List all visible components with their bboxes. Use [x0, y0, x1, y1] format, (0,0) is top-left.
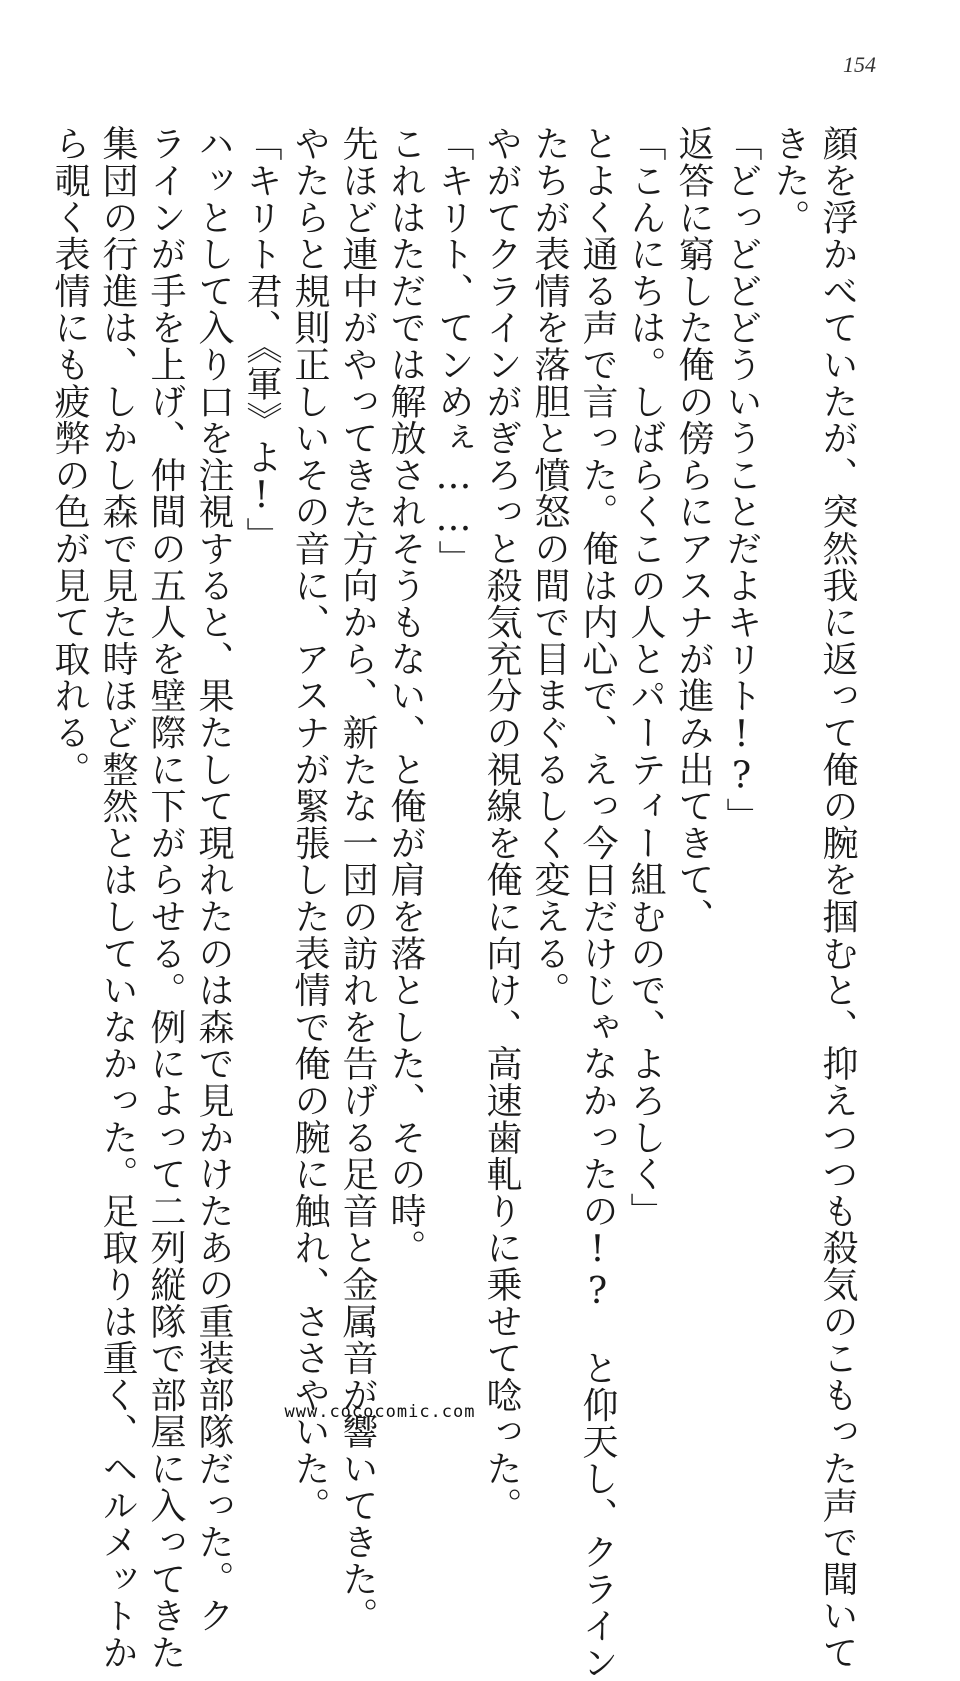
text-column: 「どっどどどういうことだよキリト!?」	[721, 125, 762, 835]
text-column: 集団の行進は、しかし森で見た時ほど整然とはしていなかった。足取りは重く、ヘルメットか	[97, 125, 138, 1671]
text-column: ら覗く表情にも疲弊の色が見て取れる。	[49, 125, 90, 788]
text-column: 「キリト、てンめぇ……」	[433, 125, 474, 577]
text-column: ラインが手を上げ、仲間の五人を壁際に下がらせる。例によって二列縦隊で部屋に入ってきた	[145, 125, 186, 1671]
text-column: やがてクラインがぎろっと殺気充分の視線を俺に向け、高速歯軋りに乗せて唸った。	[481, 125, 522, 1524]
text-column: 返答に窮した俺の傍らにアスナが進み出てきて、	[673, 125, 714, 935]
text-column: ハッとして入り口を注視すると、果たして現れたのは森で見かけたあの重装部隊だった。ク	[193, 125, 234, 1634]
text-column: これはただでは解放されそうもない、と俺が肩を落とした、その時。	[385, 125, 426, 1266]
text-column: たちが表情を落胆と憤怒の間で目まぐるしく変える。	[529, 125, 570, 1009]
text-column: 先ほど連中がやってきた方向から、新たな一団の訪れを告げる足音と金属音が響いてきた。	[337, 125, 378, 1634]
page-number: 154	[843, 52, 876, 77]
text-column: きた。	[769, 125, 810, 236]
text-column: 「こんにちは。しばらくこの人とパーティー組むので、よろしく」	[625, 125, 666, 1229]
text-column: 「キリト君、《軍》よ!」	[241, 125, 282, 554]
text-column: とよく通る声で言った。俺は内心で、えっ今日だけじゃなかったの!? と仰天し、クライン	[577, 125, 618, 1681]
footer-watermark-url: www.cococomic.com	[284, 1402, 476, 1422]
text-column: 顔を浮かべていたが、突然我に返って俺の腕を掴むと、抑えつつも殺気のこもった声で聞いて	[817, 125, 858, 1671]
text-column: やたらと規則正しいその音に、アスナが緊張した表情で俺の腕に触れ、ささやいた。	[289, 125, 330, 1524]
